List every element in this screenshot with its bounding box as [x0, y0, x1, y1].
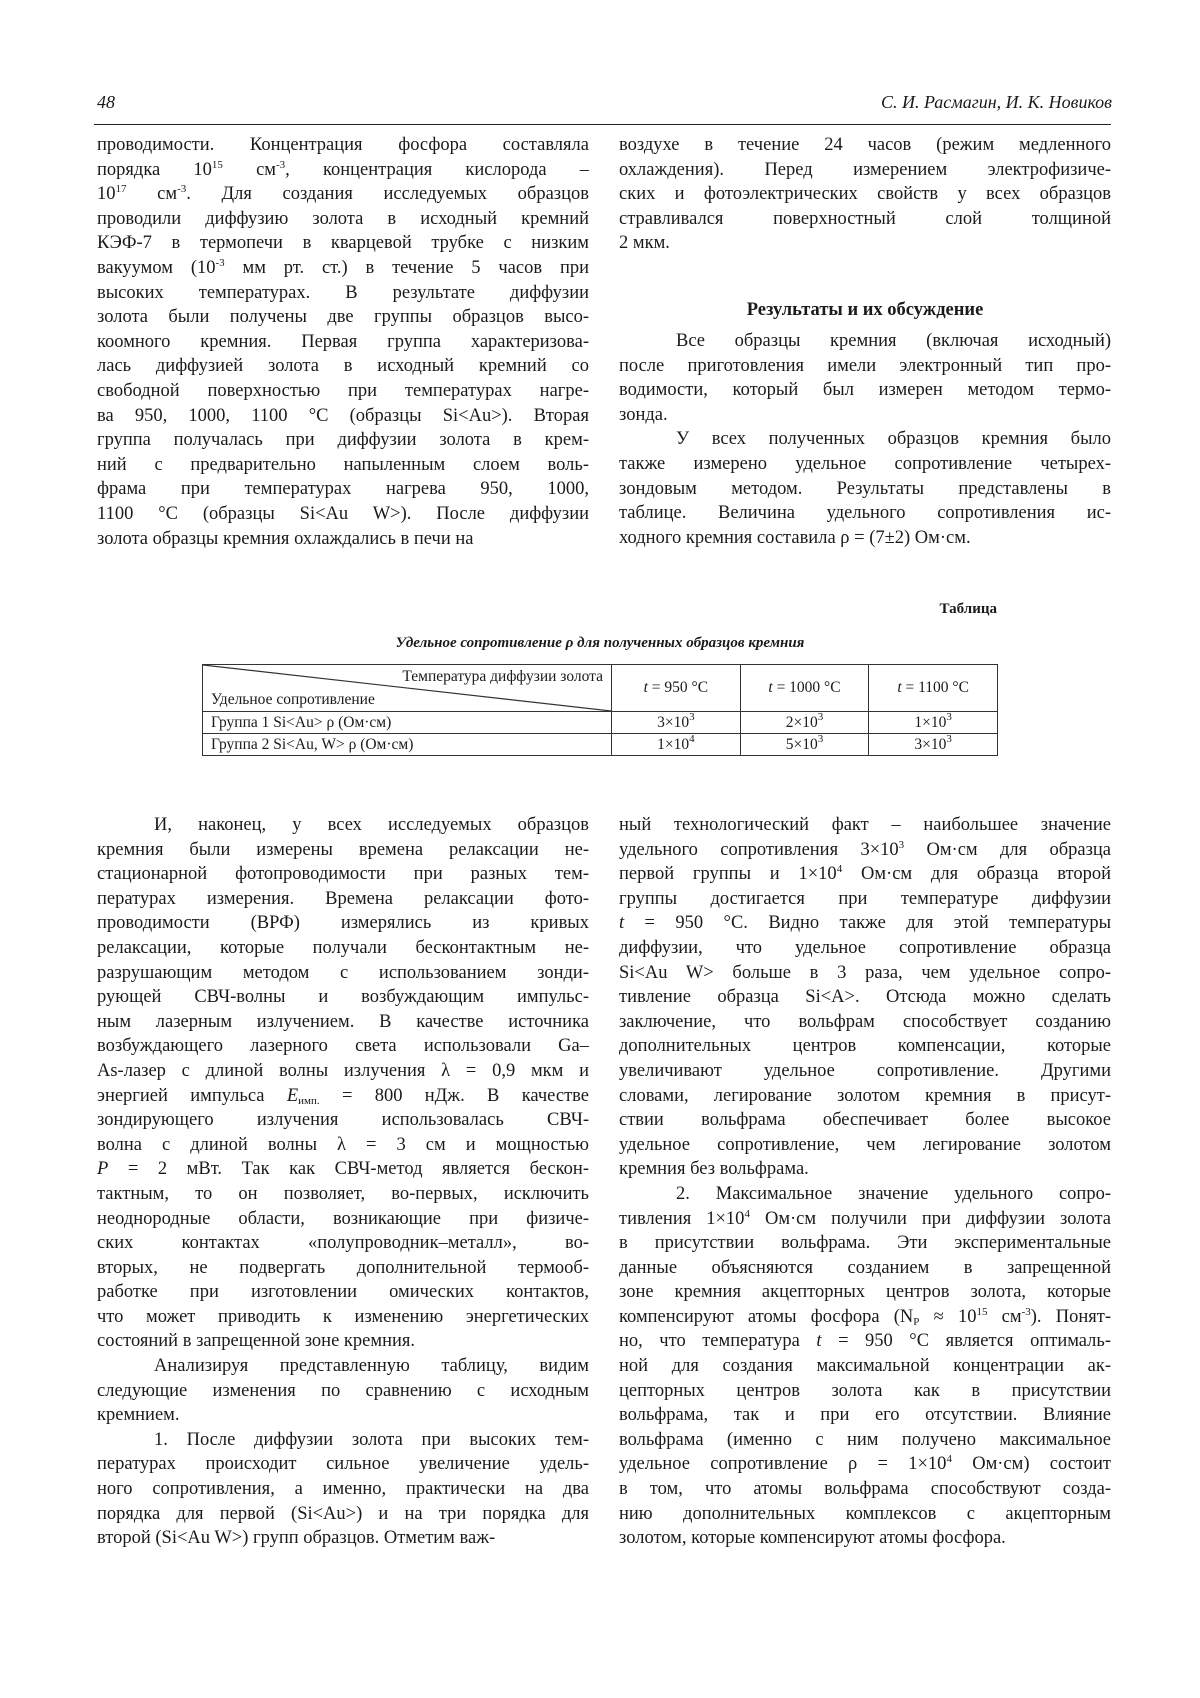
- text-line: второй (Si<Au W>) групп образцов. Отметим важ-: [97, 1528, 496, 1549]
- text-line: что может приводить к изменению энергетических: [97, 1306, 589, 1327]
- table-cell: $1\times 10^4$: [612, 734, 741, 756]
- text-line: зондовым методом. Результаты представлены в: [619, 478, 1111, 499]
- text-line: И, наконец, у всех исследуемых образцов: [154, 815, 589, 835]
- text-line: ной для создания максимальной концентрации ак-: [619, 1356, 1111, 1377]
- text-line: стравливался поверхностный слой толщиной: [619, 208, 1111, 229]
- text-line: вольфрама, так и при его отсутствии. Влияние: [619, 1405, 1111, 1426]
- text-line: ный технологический факт – наибольшее значение: [619, 815, 1111, 835]
- text-line: кремния без вольфрама.: [619, 1159, 809, 1180]
- text-line: зонда.: [619, 404, 668, 425]
- right-column-top: [619, 133, 1111, 256]
- text-line: таблице. Величина удельного сопротивления ис-: [619, 503, 1111, 524]
- text-line: рующей СВЧ-волны и возбуждающим импульс-: [97, 987, 589, 1008]
- text-line: нию дополнительных комплексов с акцепторным: [619, 1503, 1111, 1524]
- text-line: проводили диффузию золота в исходный кремний: [97, 208, 589, 229]
- text-line: тактным, то он позволяет, во-первых, исключить: [97, 1183, 589, 1204]
- text-line: As-лазер с длиной волны излучения λ = 0,9 мкм и: [97, 1060, 589, 1081]
- text-line: разрушающим методом с использованием зонди-: [97, 962, 589, 983]
- text-line: зондирующего излучения использовалась СВЧ-: [97, 1110, 589, 1131]
- text-line: проводимости (ВРФ) измерялись из кривых: [97, 913, 589, 934]
- text-line: 2. Максимальное значение удельного сопро-: [676, 1183, 1111, 1204]
- table-cell: $3\times 10^3$: [612, 712, 741, 734]
- text-line: вторых, не подвергать дополнительной термооб-: [97, 1257, 589, 1278]
- text-line: также измерено удельное сопротивление четырех-: [619, 453, 1111, 474]
- table-cell: $5\times 10^3$: [740, 734, 869, 756]
- table-cell: $3\times 10^3$: [869, 734, 998, 756]
- table-cell: $2\times 10^3$: [740, 712, 869, 734]
- text-line: ских и фотоэлектрических свойств у всех образцов: [619, 184, 1111, 205]
- text-line: вольфрама (именно с ним получено максимальное: [619, 1429, 1111, 1450]
- text-line: золотом, которые компенсируют атомы фосфора.: [619, 1528, 1006, 1549]
- text-line: возбуждающего лазерного света использовали Ga–: [97, 1036, 589, 1057]
- table-header-row: [203, 665, 998, 712]
- running-head-authors: С. И. Расмагин, И. К. Новиков: [880, 92, 1112, 112]
- right-column-results: [619, 329, 1111, 550]
- table-corner-cell: [203, 665, 612, 712]
- column-header: t = 1000 °C: [740, 665, 869, 712]
- table-caption: Удельное сопротивление ρ для полученных образцов кремния: [395, 635, 805, 651]
- text-line: $10^{17}$ $см^{-3}$. Для создания исследуемых образцов: [97, 183, 589, 205]
- text-line: ва 950, 1000, 1100 °C (образцы Si<Au>). Вторая: [97, 405, 589, 426]
- text-line: ходного кремния составила ρ = (7±2) Ом·см.: [619, 527, 971, 548]
- text-line: охлаждения). Перед измерением электрофизиче-: [619, 159, 1111, 180]
- text-line: первой группы и $1\times 10^4$ Ом·см для образца второй: [619, 863, 1112, 885]
- corner-top-label: Температура диффузии золота: [402, 668, 603, 685]
- text-line: золота образцы кремния охлаждались в печи на: [97, 528, 474, 549]
- text-line: У всех полученных образцов кремния было: [676, 429, 1111, 450]
- text-line: кремния были измерены времена релаксации не-: [97, 839, 589, 860]
- text-line: следующие изменения по сравнению с исходным: [97, 1380, 589, 1401]
- text-line: свободной поверхностью при температурах нагре-: [97, 380, 589, 401]
- section-title: Результаты и их обсуждение: [746, 300, 984, 320]
- text-line: коомного кремния. Первая группа характеризова-: [97, 331, 589, 352]
- text-line: тивление образца Si<A>. Отсюда можно сделать: [619, 987, 1111, 1008]
- table-cell: $1\times 10^3$: [869, 712, 998, 734]
- text-line: ного сопротивления, а именно, практически на два: [97, 1479, 589, 1500]
- results-table: [202, 664, 998, 756]
- text-line: компенсируют атомы фосфора ($N_P \approx 10^{15}$ $см^{-3}$). Понят-: [619, 1305, 1112, 1328]
- text-line: 1. После диффузии золота при высоких тем-: [154, 1429, 589, 1450]
- text-line: удельное сопротивление $\rho = 1\times 10^4$ Ом·см) состоит: [619, 1453, 1111, 1475]
- text-line: энергией импульса $E_{имп.} = 800$ нДж. В качестве: [97, 1085, 589, 1107]
- right-column-bottom: [619, 813, 1111, 1551]
- text-line: t = 950 °C. Видно также для этой температуры: [619, 913, 1111, 934]
- table-label: Таблица: [939, 601, 997, 617]
- text-line: удельное сопротивление, чем легирование золотом: [619, 1134, 1111, 1155]
- text-line: диффузии, что удельное сопротивление образца: [619, 937, 1111, 958]
- text-line: Анализируя представленную таблицу, видим: [154, 1356, 589, 1377]
- text-line: Все образцы кремния (включая исходный): [676, 331, 1111, 351]
- text-line: зоне кремния акцепторных центров золота, которые: [619, 1282, 1111, 1303]
- text-line: порядка $10^{15}$ $см^{-3}$, концентрация кислорода –: [97, 158, 589, 180]
- text-line: Si<Au W> больше в 3 раза, чем удельное сопро-: [619, 962, 1111, 983]
- text-line: состояний в запрещенной зоне кремния.: [97, 1331, 416, 1352]
- text-line: ствии вольфрама обеспечивает более высокое: [619, 1110, 1111, 1131]
- text-line: удельного сопротивления $3\times 10^3$ Ом·см для образца: [619, 838, 1111, 860]
- column-header: t = 950 °C: [612, 665, 741, 712]
- text-line: пературах происходит сильное увеличение удель-: [97, 1454, 589, 1475]
- row-label: Группа 2 Si<Au, W> ρ (Ом·см): [203, 734, 612, 756]
- row-label: Группа 1 Si<Au> ρ (Ом·см): [203, 712, 612, 734]
- text-line: золота были получены две группы образцов высо-: [97, 307, 589, 328]
- text-line: цепторных центров золота как в присутствии: [619, 1380, 1111, 1401]
- text-line: данные объясняются созданием в запрещенной: [619, 1257, 1111, 1278]
- text-line: P = 2 мВт. Так как СВЧ-метод является бескон-: [97, 1159, 589, 1180]
- text-line: 2 мкм.: [619, 233, 670, 254]
- text-line: в присутствии вольфрама. Эти экспериментальные: [619, 1233, 1111, 1254]
- text-line: кремнием.: [97, 1405, 180, 1426]
- text-line: группа получалась при диффузии золота в крем-: [97, 430, 589, 451]
- text-line: ний с предварительно напыленным слоем воль-: [97, 454, 589, 475]
- text-line: воздухе в течение 24 часов (режим медленного: [619, 135, 1111, 155]
- text-line: стационарной фотопроводимости при разных тем-: [97, 864, 589, 885]
- column-header: t = 1100 °C: [869, 665, 998, 712]
- text-line: работке при изготовлении омических контактов,: [97, 1282, 589, 1303]
- page-number: 48: [97, 92, 115, 112]
- text-line: релаксации, которые получали бесконтактным не-: [97, 937, 589, 958]
- text-line: но, что температура t = 950 °C является оптималь-: [619, 1331, 1111, 1352]
- text-line: КЭФ-7 в термопечи в кварцевой трубке с низким: [97, 233, 589, 254]
- table-row: [203, 712, 998, 734]
- text-line: дополнительных центров компенсации, которые: [619, 1036, 1111, 1057]
- text-line: группы достигается при температуре диффузии: [619, 888, 1111, 909]
- text-line: тивления $1\times 10^4$ Ом·см получили при диффузии золота: [619, 1207, 1111, 1229]
- text-line: 1100 °C (образцы Si<Au W>). После диффузии: [97, 503, 589, 524]
- text-line: после приготовления имели электронный тип про-: [619, 355, 1111, 376]
- left-column-top: [97, 133, 589, 551]
- text-line: лась диффузией золота в исходный кремний со: [97, 356, 589, 377]
- text-line: ских контактах «полупроводник–металл», во-: [97, 1233, 589, 1254]
- text-line: неоднородные области, возникающие при физиче-: [97, 1208, 589, 1229]
- text-line: ным лазерным излучением. В качестве источника: [97, 1011, 589, 1032]
- text-line: фрама при температурах нагрева 950, 1000,: [97, 479, 589, 500]
- text-line: волна с длиной волны λ = 3 см и мощностью: [97, 1134, 589, 1155]
- text-line: словами, легирование золотом кремния в присут-: [619, 1085, 1111, 1106]
- text-line: высоких температурах. В результате диффузии: [97, 282, 589, 303]
- text-line: проводимости. Концентрация фосфора составляла: [97, 135, 589, 155]
- text-line: увеличивают удельное сопротивление. Другими: [619, 1060, 1111, 1081]
- text-line: заключение, что вольфрам способствует созданию: [619, 1011, 1111, 1032]
- table-row: [203, 734, 998, 756]
- text-line: в том, что атомы вольфрама способствуют созда-: [619, 1479, 1111, 1500]
- text-line: пературах измерения. Времена релаксации фото-: [97, 888, 589, 909]
- text-line: порядка для первой (Si<Au>) и на три порядка для: [97, 1503, 589, 1524]
- corner-bottom-label: Удельное сопротивление: [211, 691, 375, 708]
- text-line: водимости, который был измерен методом термо-: [619, 380, 1111, 401]
- left-column-bottom: [97, 813, 589, 1551]
- header-rule: [94, 124, 1111, 125]
- text-line: вакуумом ($10^{-3}$ мм рт. ст.) в течение 5 часов при: [97, 256, 589, 278]
